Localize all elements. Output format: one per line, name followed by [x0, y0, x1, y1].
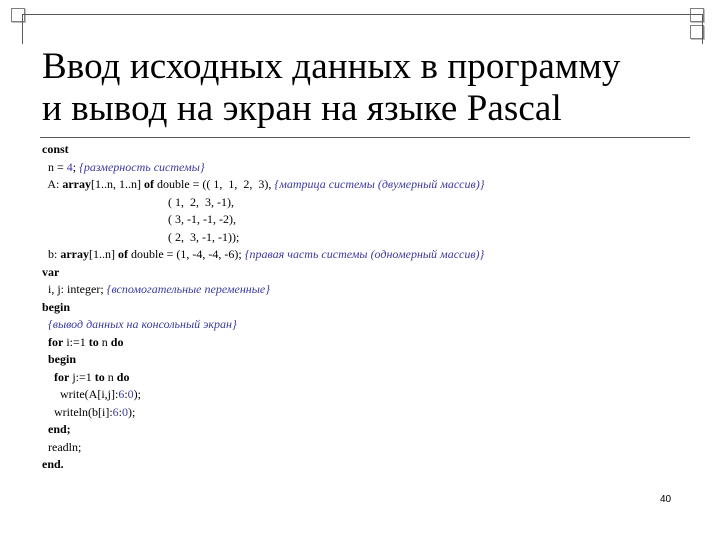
code-keyword: to	[94, 369, 105, 384]
code-text: i:=1	[63, 334, 89, 349]
code-text: n	[104, 369, 117, 384]
code-number: 4	[66, 159, 73, 174]
code-comment: {вспомогательные переменные}	[106, 282, 271, 296]
code-text: double = (1, -4, -4, -6);	[128, 247, 245, 261]
code-text: [1..n, 1..n]	[91, 177, 144, 191]
code-line: begin	[42, 299, 71, 314]
code-number: 0	[127, 387, 134, 401]
code-text: writeln(b[i]:	[42, 404, 113, 419]
code-line: ( 2, 3, -1, -1));	[42, 229, 240, 244]
code-line	[42, 404, 682, 422]
code-line	[42, 369, 682, 387]
code-text: );	[128, 404, 136, 419]
slide-title	[42, 46, 702, 130]
code-text: n	[98, 334, 111, 349]
code-text: write(A[i,j]:	[42, 387, 119, 401]
code-line	[42, 334, 682, 352]
code-keyword: to	[88, 334, 99, 349]
code-line	[42, 159, 682, 177]
code-number: 0	[122, 404, 128, 419]
code-line: readln;	[42, 439, 82, 454]
code-line	[42, 176, 682, 194]
code-line: {вывод данных на консольный экран}	[42, 317, 237, 331]
code-line: ( 3, -1, -1, -2),	[42, 212, 236, 226]
code-keyword: of	[118, 247, 128, 261]
top-border-line	[22, 14, 702, 15]
code-text: );	[133, 387, 141, 401]
code-line: end;	[42, 422, 71, 436]
code-text: double = (( 1, 1, 2, 3),	[154, 177, 275, 191]
right-border-line	[702, 14, 703, 44]
code-listing	[42, 141, 682, 474]
code-line: var	[42, 264, 60, 279]
title-line-2: и вывод на экран на языке Pascal	[42, 88, 562, 129]
code-text: :	[124, 387, 128, 401]
code-keyword: do	[110, 334, 124, 349]
code-line: const	[42, 142, 69, 156]
code-text: b:	[42, 247, 61, 261]
code-line	[42, 386, 682, 404]
code-text: :	[118, 404, 122, 419]
code-text: ;	[72, 159, 80, 174]
code-line: end.	[42, 457, 64, 471]
code-text: A:	[42, 177, 63, 191]
code-text: i, j: integer;	[42, 282, 107, 296]
code-keyword: for	[48, 334, 64, 349]
code-comment: {правая часть системы (одномерный массив)}	[244, 247, 485, 261]
code-comment: {размерность системы}	[79, 159, 205, 174]
code-text: j:=1	[69, 369, 95, 384]
code-line: begin	[42, 352, 77, 366]
code-keyword: do	[116, 369, 130, 384]
page-number: 40	[660, 494, 672, 505]
code-line	[42, 281, 682, 299]
code-line	[42, 246, 682, 264]
code-keyword: array	[60, 247, 89, 261]
left-border-line	[22, 14, 23, 44]
code-keyword: array	[62, 177, 91, 191]
code-comment: {матрица системы (двумерный массив)}	[274, 177, 485, 191]
code-keyword: for	[54, 369, 70, 384]
code-number: 6	[112, 404, 119, 419]
code-line: ( 1, 2, 3, -1),	[42, 194, 234, 209]
title-underline	[40, 137, 690, 138]
code-text: [1..n]	[89, 247, 118, 261]
code-text	[42, 370, 54, 384]
code-number: 6	[118, 387, 125, 401]
code-text: n =	[42, 159, 67, 174]
title-line-1: Ввод исходных данных в программу	[42, 46, 621, 87]
code-keyword: of	[144, 177, 154, 191]
